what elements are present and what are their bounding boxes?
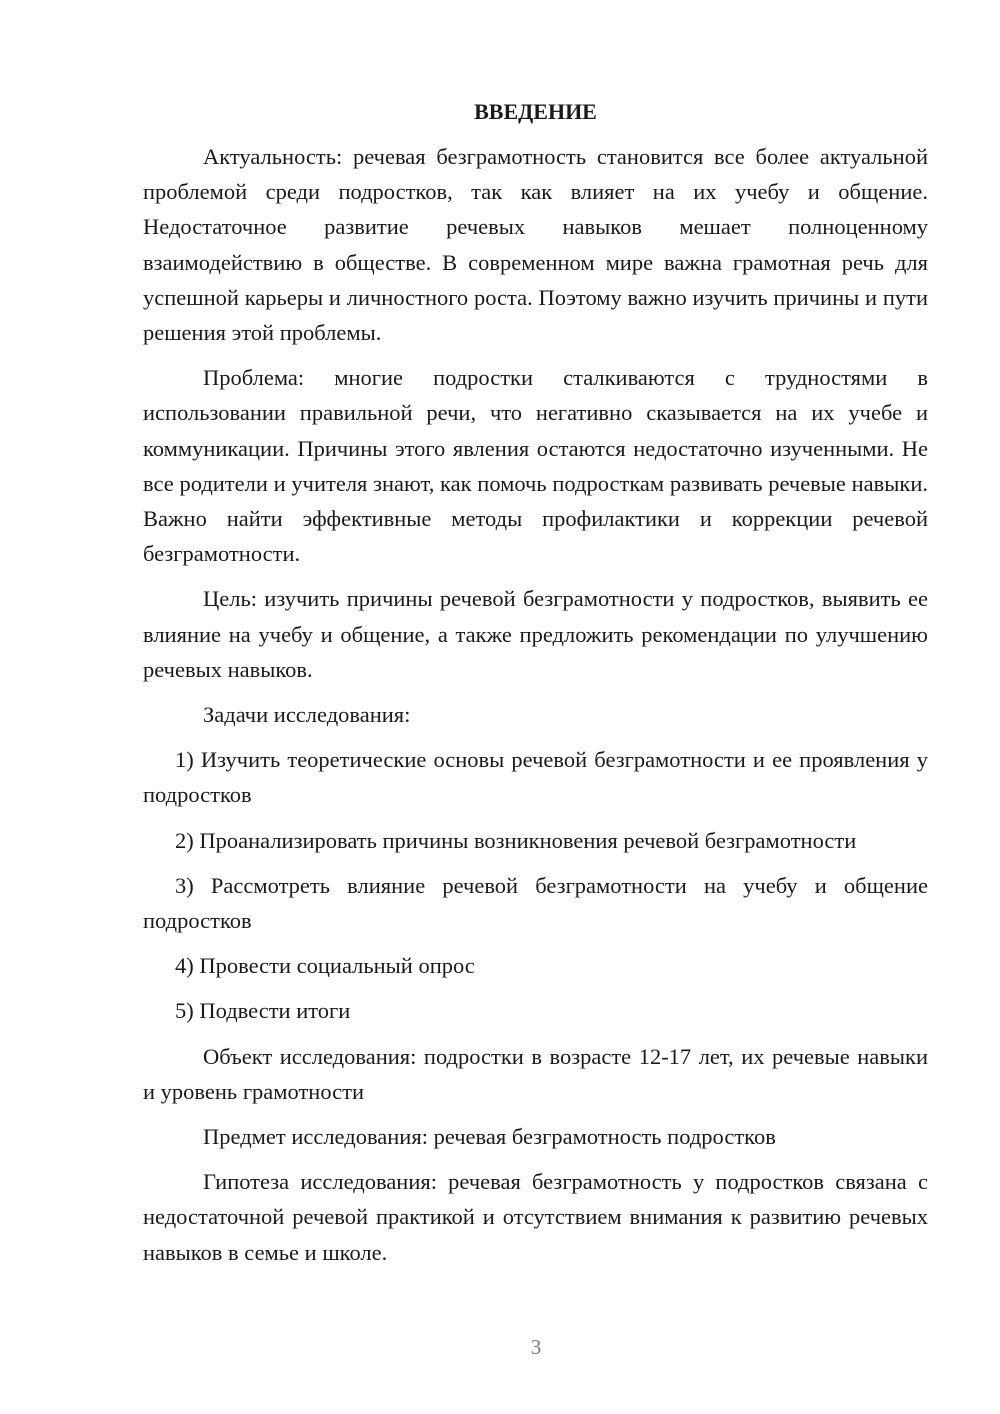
task-item-5: 5) Подвести итоги [175, 998, 351, 1024]
goal-paragraph: Цель: изучить причины речевой безграмотности у подростков, выявить ее влияние на учебу и общение, а также предложить рекомендации по улучшению речевых навыков. [143, 586, 928, 682]
subject-paragraph: Предмет исследования: речевая безграмотность подростков [203, 1124, 776, 1150]
object-paragraph: Объект исследования: подростки в возрасте 12-17 лет, их речевые навыки и уровень грамотности [143, 1043, 928, 1104]
page-number-container [0, 1333, 1000, 1361]
task-item-2: 2) Проанализировать причины возникновения речевой безграмотности [175, 827, 857, 853]
page-content [143, 94, 928, 1280]
problem-paragraph: Проблема: многие подростки сталкиваются с трудностями в использовании правильной речи, что негативно сказывается на их учебе и коммуникации. Причины этого явления остаются недостаточно изученными. Не все родители и учителя знают, как помочь подросткам развивать речевые навыки. Важно найти эффективные методы профилактики и коррекции речевой безграмотности. [143, 365, 928, 567]
page-title: ВВЕДЕНИЕ [474, 99, 597, 124]
task-item-4: 4) Провести социальный опрос [175, 953, 475, 979]
task-item-1: 1) Изучить теоретические основы речевой безграмотности и ее проявления у подростков [143, 747, 928, 808]
hypothesis-paragraph: Гипотеза исследования: речевая безграмотность у подростков связана с недостаточной речевой практикой и отсутствием внимания к развитию речевых навыков в семье и школе. [143, 1169, 928, 1265]
tasks-heading: Задачи исследования: [203, 702, 411, 728]
task-item-3: 3) Рассмотреть влияние речевой безграмотности на учебу и общение подростков [143, 872, 928, 934]
relevance-paragraph: Актуальность: речевая безграмотность становится все более актуальной проблемой среди подростков, так как влияет на их учебу и общение. Недостаточное развитие речевых навыков мешает полноценному взаимодействию в обществе. В современном мире важна грамотная речь для успешной карьеры и личностного роста. Поэтому важно изучить причины и пути решения этой проблемы. [143, 144, 928, 346]
page-number: 3 [530, 1335, 542, 1359]
